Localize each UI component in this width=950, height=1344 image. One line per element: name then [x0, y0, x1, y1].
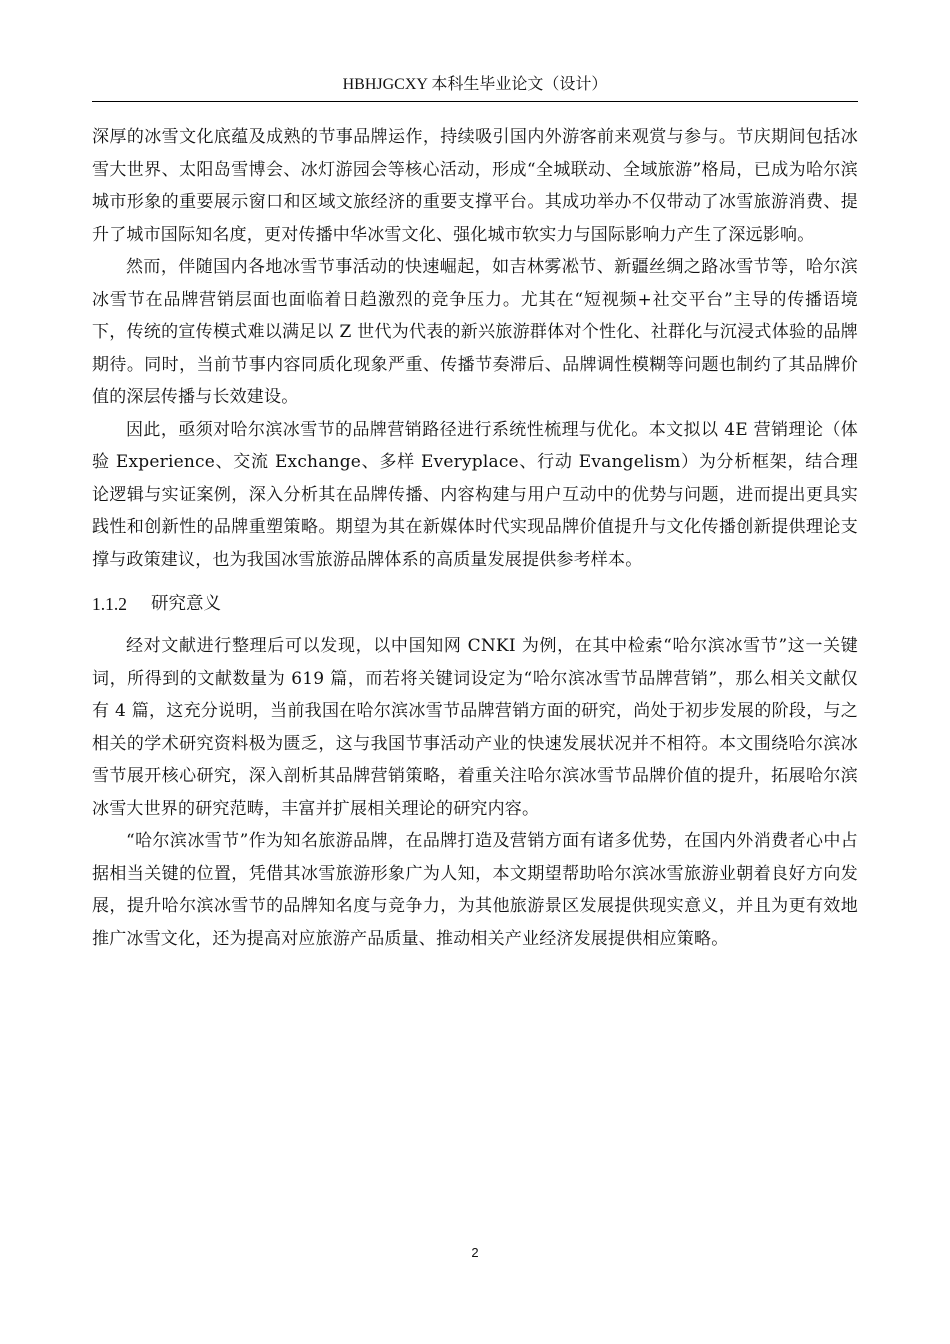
paragraph: “哈尔滨冰雪节”作为知名旅游品牌，在品牌打造及营销方面有诸多优势，在国内外消费者心中占据相当关键的位置，凭借其冰雪旅游形象广为人知，本文期望帮助哈尔滨冰雪旅游业朝着良好方向发展，提升哈尔滨冰雪节的品牌知名度与竞争力，为其他旅游景区发展提供现实意义，并且为更有效地推广冰雪文化，还为提高对应旅游产品质量、推动相关产业经济发展提供相应策略。 [92, 831, 858, 949]
section-title: 研究意义 [151, 594, 221, 614]
page-number: 2 [471, 1245, 479, 1260]
section-heading [92, 588, 858, 620]
page-body [92, 121, 858, 955]
paragraph: 因此，亟须对哈尔滨冰雪节的品牌营销路径进行系统性梳理与优化。本文拟以 4E 营销理论（体验 Experience、交流 Exchange、多样 Everyplace、行动 Evangelism）为分析框架，结合理论逻辑与实证案例，深入分析其在品牌传播、内容构建与用户互动中的优势与问题，进而提出更具实践性和创新性的品牌重塑策略。期望为其在新媒体时代实现品牌价值提升与文化传播创新提供理论支撑与政策建议，也为我国冰雪旅游品牌体系的高质量发展提供参考样本。 [92, 419, 858, 570]
running-header: HBHJGCXY 本科生毕业论文（设计） [342, 76, 608, 93]
paragraph: 经对文献进行整理后可以发现，以中国知网 CNKI 为例，在其中检索“哈尔滨冰雪节”这一关键词，所得到的文献数量为 619 篇，而若将关键词设定为“哈尔滨冰雪节品牌营销”，那么相关文献仅有 4 篇，这充分说明，当前我国在哈尔滨冰雪节品牌营销方面的研究，尚处于初步发展的阶段，与之相关的学术研究资料极为匮乏，这与我国节事活动产业的快速发展状况并不相符。本文围绕哈尔滨冰雪节展开核心研究，深入剖析其品牌营销策略，着重关注哈尔滨冰雪节品牌价值的提升，拓展哈尔滨冰雪大世界的研究范畴，丰富并扩展相关理论的研究内容。 [92, 636, 858, 819]
section-number: 1.1.2 [92, 594, 127, 614]
paragraph: 然而，伴随国内各地冰雪节事活动的快速崛起，如吉林雾凇节、新疆丝绸之路冰雪节等，哈尔滨冰雪节在品牌营销层面也面临着日趋激烈的竞争压力。尤其在“短视频+社交平台”主导的传播语境下，传统的宣传模式难以满足以 Z 世代为代表的新兴旅游群体对个性化、社群化与沉浸式体验的品牌期待。同时，当前节事内容同质化现象严重、传播节奏滞后、品牌调性模糊等问题也制约了其品牌价值的深层传播与长效建设。 [92, 257, 858, 407]
paragraph-continued: 深厚的冰雪文化底蕴及成熟的节事品牌运作，持续吸引国内外游客前来观赏与参与。节庆期间包括冰雪大世界、太阳岛雪博会、冰灯游园会等核心活动，形成“全城联动、全域旅游”格局，已成为哈尔滨城市形象的重要展示窗口和区域文旅经济的重要支撑平台。其成功举办不仅带动了冰雪旅游消费、提升了城市国际知名度，更对传播中华冰雪文化、强化城市软实力与国际影响力产生了深远影响。 [92, 127, 858, 245]
header-divider [92, 101, 858, 102]
